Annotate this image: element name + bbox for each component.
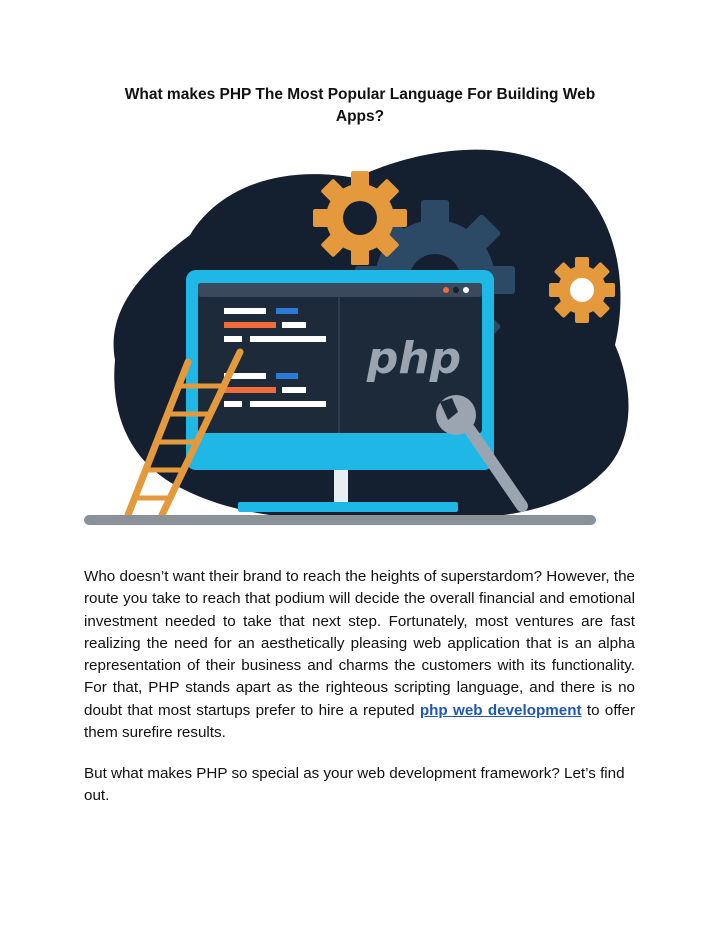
php-logo: php [366, 333, 462, 384]
intro-text-end: to offer them surefire results. [84, 701, 635, 742]
window-dot-icon [443, 287, 449, 293]
screen-top-bar [198, 283, 482, 297]
php-web-development-link[interactable]: php web development [419, 701, 582, 719]
intro-paragraph [84, 566, 635, 744]
window-dot-icon [463, 287, 469, 293]
floor-line [84, 515, 596, 525]
gear-icon [313, 171, 407, 265]
monitor-base [238, 502, 458, 512]
window-dot-icon [453, 287, 459, 293]
question-paragraph: But what makes PHP so special as your web development framework? Let’s find out. [84, 765, 625, 805]
intro-text: Who doesn’t want their brand to reach the heights of superstardom? However, the route you take to reach that podium will decide the overall financial and emotional investment needed to take that next step. Fortunately, most ventures are fast realizing the need for an aesthetically pleasing web application that is an alpha representation of their business and charms the customers with its functionality. For that, PHP stands apart as the righteous scripting language, and there is no doubt that most startups prefer to hire a reputed [84, 568, 635, 719]
screen-divider [338, 297, 340, 433]
php-hero-illustration [70, 140, 650, 540]
page-title: What makes PHP The Most Popular Language For Building Web Apps? [124, 86, 596, 125]
gear-icon [549, 257, 615, 323]
monitor-stand [334, 465, 348, 507]
